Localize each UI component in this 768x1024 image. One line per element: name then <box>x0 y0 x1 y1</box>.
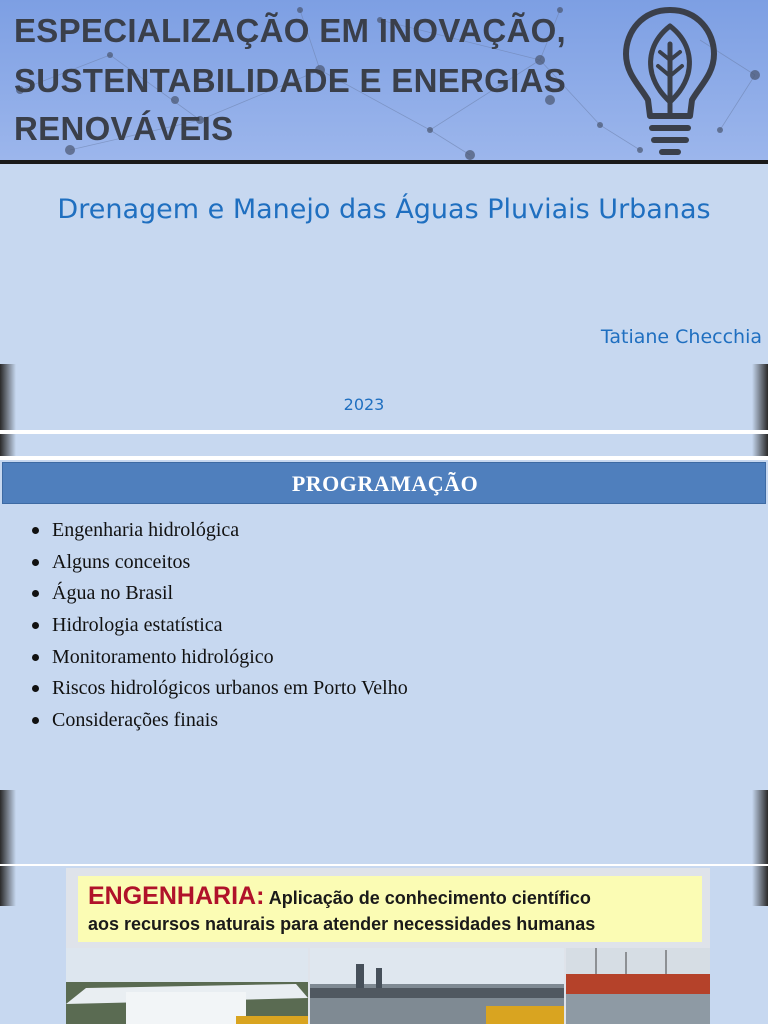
presentation-year: 2023 <box>343 395 385 414</box>
photo-strip <box>66 948 710 1024</box>
slide-edge-shadow <box>0 866 16 906</box>
slide-gap <box>0 430 768 460</box>
slide-edge-shadow <box>752 790 768 864</box>
definition-box <box>78 876 702 942</box>
definition-text: Aplicação de conhecimento científico <box>264 888 591 908</box>
list-item: Água no Brasil <box>30 581 408 613</box>
spillway-photo <box>566 948 710 1024</box>
list-item: Alguns conceitos <box>30 550 408 582</box>
program-slide <box>0 460 768 864</box>
author-name: Tatiane Checchia <box>600 326 762 348</box>
definition-line-2: aos recursos naturais para atender necessidades humanas <box>88 914 596 934</box>
list-item: Riscos hidrológicos urbanos em Porto Velho <box>30 676 408 708</box>
engineering-figure <box>66 868 710 1024</box>
presentation-title: Drenagem e Manejo das Águas Pluviais Urbanas <box>57 194 711 225</box>
definition-line-1 <box>88 882 591 911</box>
slide-edge-shadow <box>752 364 768 430</box>
title-slide <box>0 164 768 430</box>
list-item: Considerações finais <box>30 708 408 740</box>
program-heading: PROGRAMAÇÃO <box>291 471 479 496</box>
list-item: Engenharia hidrológica <box>30 518 408 550</box>
slide-edge-shadow <box>752 866 768 906</box>
program-list <box>30 518 408 740</box>
engineering-keyword: ENGENHARIA: <box>88 882 265 910</box>
slide-edge-shadow <box>0 790 16 864</box>
banner-title-line-2: SUSTENTABILIDADE E ENERGIAS <box>14 62 567 99</box>
program-heading-bar <box>2 462 766 504</box>
banner-title-line-3: RENOVÁVEIS <box>14 110 234 147</box>
list-item: Hidrologia estatística <box>30 613 408 645</box>
lightbulb-leaf-icon <box>622 4 718 156</box>
header-banner <box>0 0 768 160</box>
dam-photo <box>310 948 564 1024</box>
waterfall-photo <box>66 948 308 1024</box>
list-item: Monitoramento hidrológico <box>30 645 408 677</box>
engineering-slide <box>0 866 768 1024</box>
banner-title-line-1: ESPECIALIZAÇÃO EM INOVAÇÃO, <box>14 12 567 49</box>
